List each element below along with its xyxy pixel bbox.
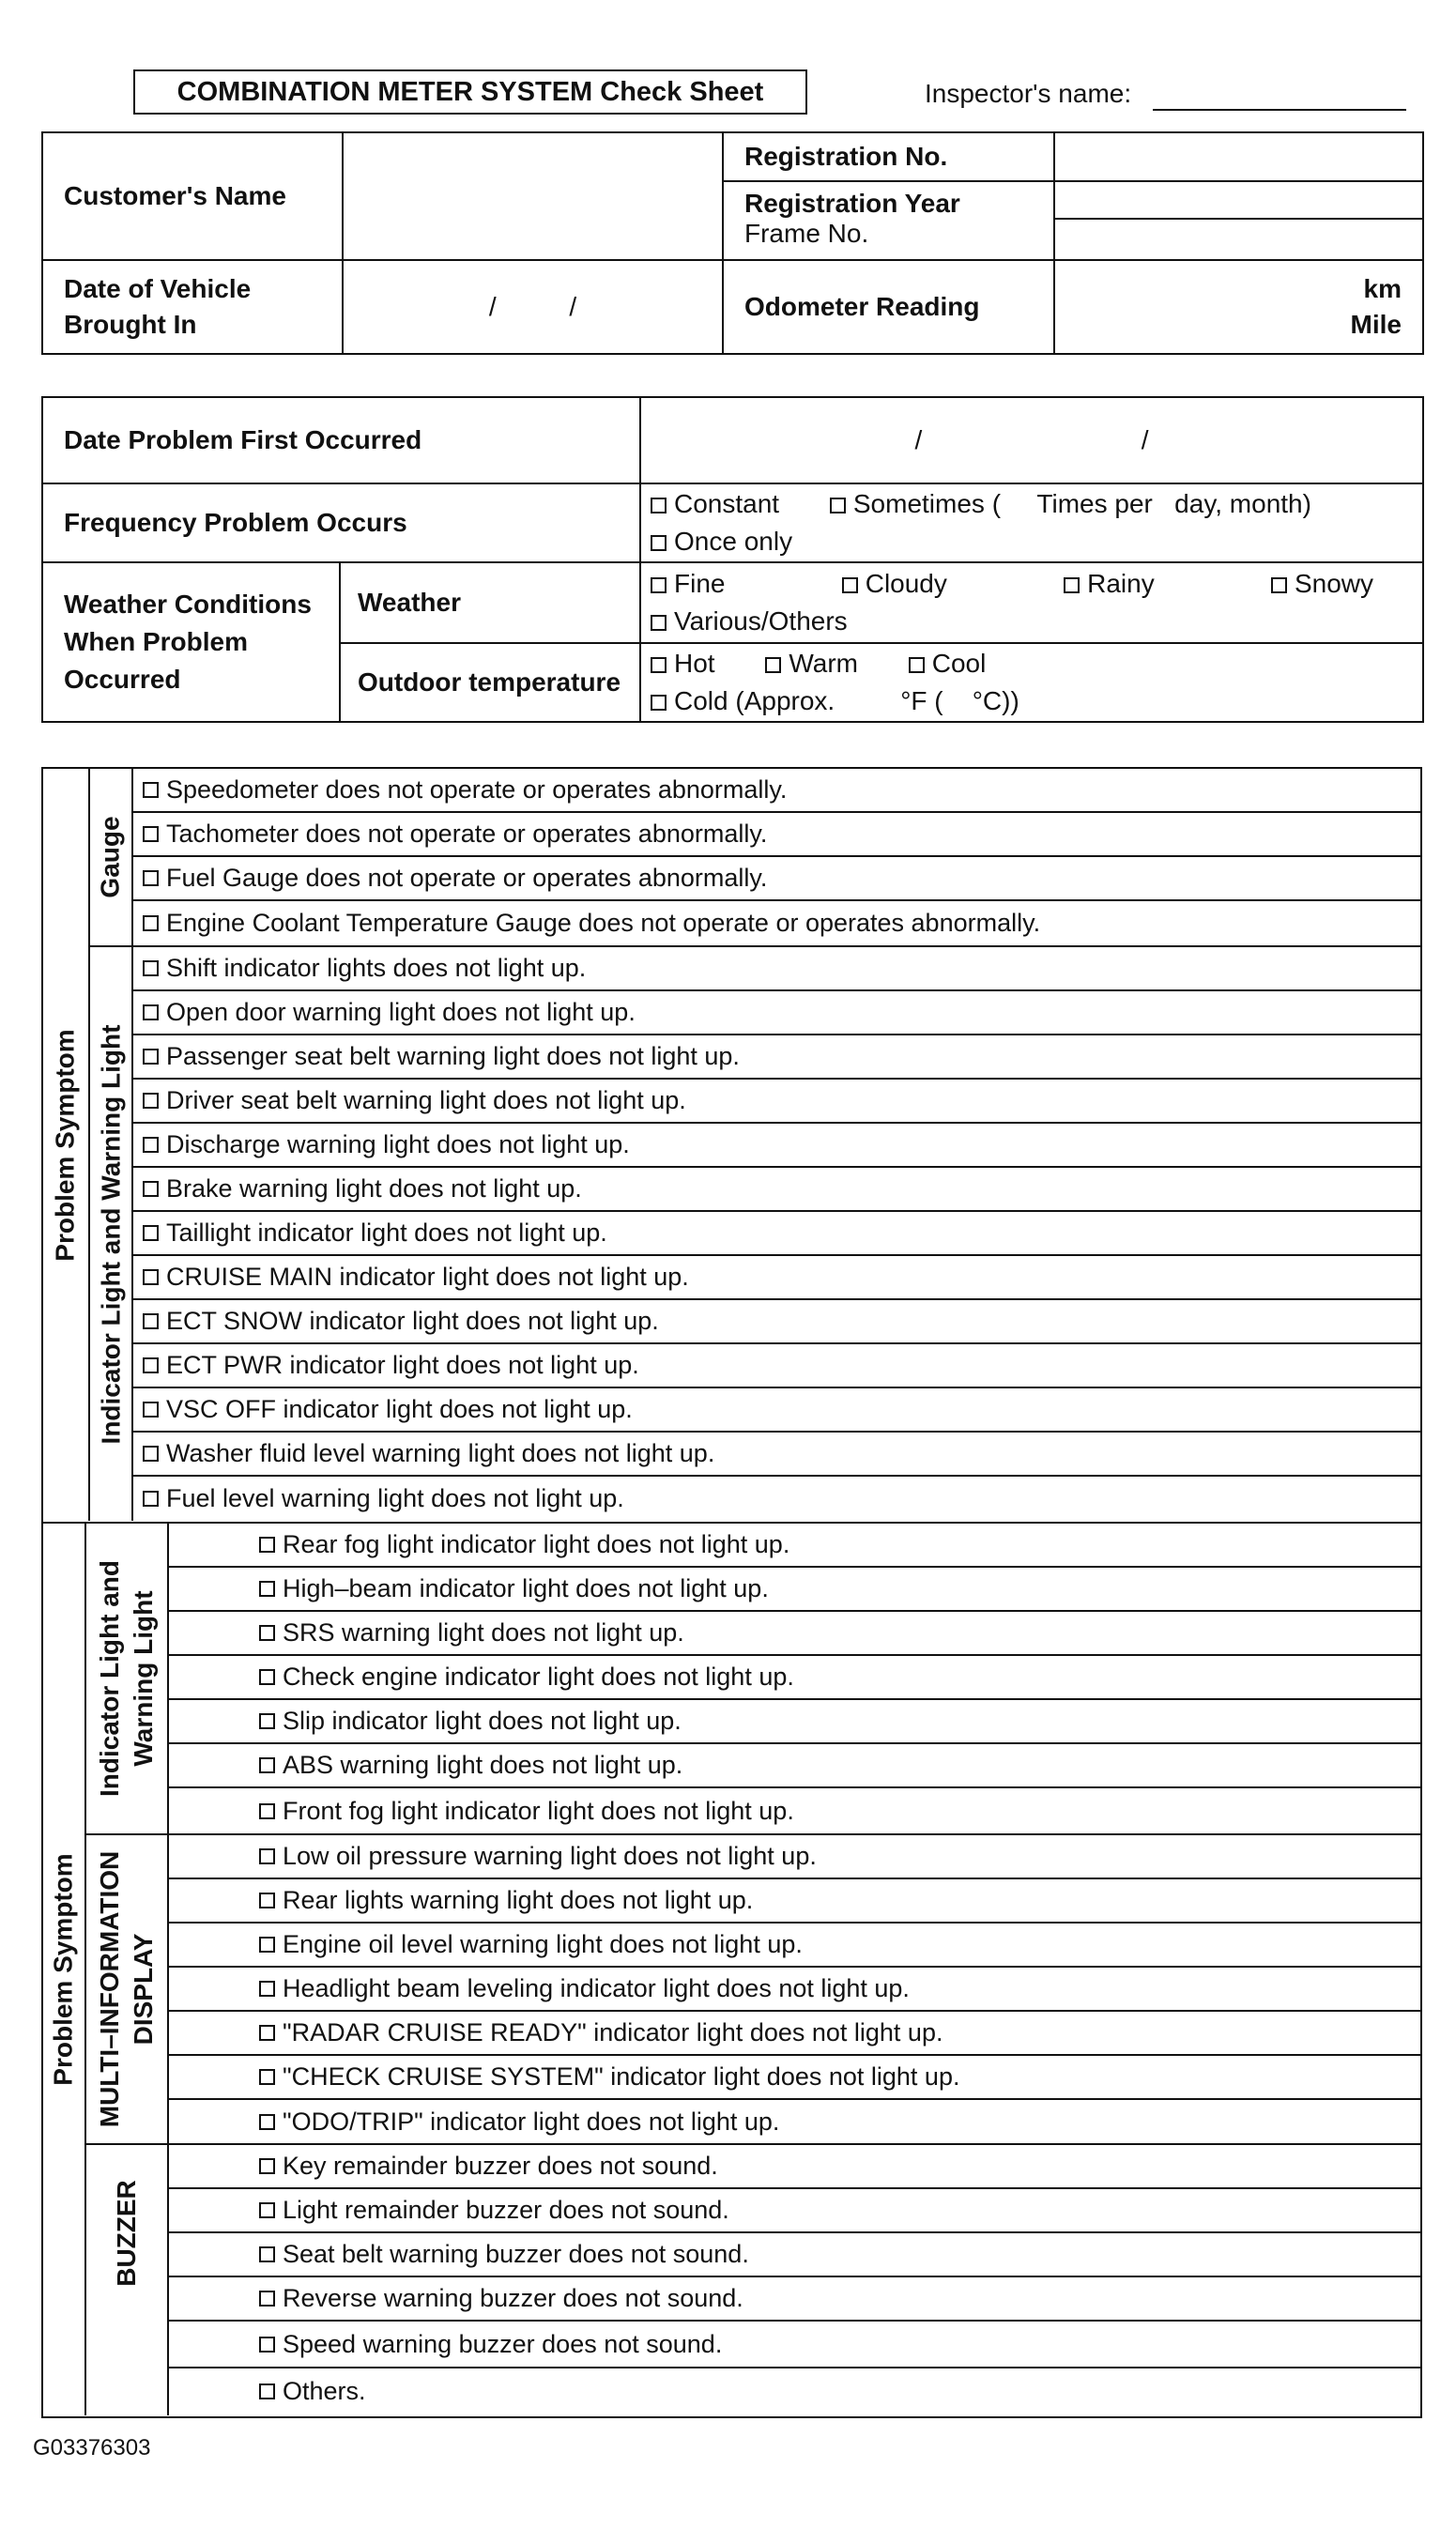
list-item[interactable] <box>169 2322 1420 2368</box>
gauge-group-label <box>90 769 133 947</box>
list-item[interactable] <box>133 1388 1420 1433</box>
symptom-text: Light remainder buzzer does not sound. <box>283 2196 729 2224</box>
symptom-text: Fuel level warning light does not light up. <box>166 1484 624 1512</box>
checkbox-icon <box>143 1093 159 1109</box>
weather-option-various[interactable] <box>651 606 848 636</box>
list-item[interactable] <box>169 2012 1420 2056</box>
list-item[interactable] <box>169 2056 1420 2100</box>
checkbox-icon <box>143 1049 159 1065</box>
frame-no-field[interactable] <box>1054 219 1423 260</box>
temperature-options <box>640 643 1423 722</box>
checkbox-icon <box>143 960 159 976</box>
list-item[interactable] <box>169 1700 1420 1744</box>
list-item[interactable] <box>133 813 1420 857</box>
weather-option-cloudy[interactable] <box>842 565 947 603</box>
frequency-once-text: Once only <box>674 527 793 556</box>
checkbox-icon <box>143 1225 159 1241</box>
multi-information-items <box>169 1835 1420 2145</box>
list-item[interactable] <box>133 1256 1420 1300</box>
symptom-text: Tachometer does not operate or operates abnormally. <box>166 820 768 848</box>
buzzer-items <box>169 2145 1420 2415</box>
group-label-line-2: DISPLAY <box>129 1933 159 2046</box>
registration-year-field[interactable] <box>1054 181 1423 219</box>
indicator-group-label <box>90 947 133 1521</box>
list-item[interactable] <box>133 1035 1420 1080</box>
checkbox-icon <box>259 1625 275 1641</box>
inspector-label: Inspector's name: <box>925 79 1132 108</box>
weather-conditions-label <box>42 562 340 722</box>
indicator-label-text: Indicator Light and Warning Light <box>96 1024 125 1444</box>
symptom-text: Others. <box>283 2376 366 2405</box>
frequency-constant-text: Constant <box>674 489 780 518</box>
temperature-warm-text: Warm <box>789 649 858 678</box>
list-item[interactable] <box>133 991 1420 1035</box>
checkbox-icon <box>259 2069 275 2085</box>
list-item[interactable] <box>133 1168 1420 1212</box>
symptom-text: Key remainder buzzer does not sound. <box>283 2152 718 2180</box>
list-item[interactable] <box>169 1924 1420 1968</box>
checkbox-icon <box>830 498 846 513</box>
symptom-text: "RADAR CRUISE READY" indicator light does not light up. <box>283 2018 943 2046</box>
problem-occurrence-table <box>41 396 1424 723</box>
frequency-sometimes-text: Sometimes ( Times per day, month) <box>852 489 1311 518</box>
checkbox-icon <box>259 2291 275 2307</box>
odometer-label: Odometer Reading <box>723 260 1054 354</box>
checkbox-icon <box>651 615 667 631</box>
checkbox-icon <box>259 1581 275 1597</box>
registration-no-label: Registration No. <box>723 132 1054 181</box>
list-item[interactable] <box>169 1788 1420 1833</box>
weather-fine-text: Fine <box>674 569 726 598</box>
list-item[interactable] <box>133 1300 1420 1344</box>
list-item[interactable] <box>169 2277 1420 2322</box>
checkbox-icon <box>259 1669 275 1685</box>
symptom-text: Speed warning buzzer does not sound. <box>283 2329 723 2358</box>
weather-options <box>640 562 1423 643</box>
temperature-option-warm[interactable] <box>765 645 858 682</box>
list-item[interactable] <box>133 857 1420 901</box>
weather-conditions-line-3: Occurred <box>64 665 181 694</box>
symptom-text: "ODO/TRIP" indicator light does not light up. <box>283 2107 780 2136</box>
checkbox-icon <box>259 1537 275 1553</box>
checkbox-icon <box>143 1357 159 1373</box>
odometer-field[interactable] <box>1054 260 1423 354</box>
weather-label: Weather <box>340 562 640 643</box>
checkbox-icon <box>259 1757 275 1773</box>
checkbox-icon <box>259 2025 275 2041</box>
list-item[interactable] <box>133 1344 1420 1388</box>
symptom-text: Shift indicator lights does not light up. <box>166 954 587 982</box>
checkbox-icon <box>259 2202 275 2218</box>
checkbox-icon <box>143 826 159 842</box>
date-brought-in-label <box>42 260 343 354</box>
frequency-option-once[interactable] <box>651 523 792 560</box>
weather-cloudy-text: Cloudy <box>865 569 947 598</box>
weather-option-fine[interactable] <box>651 565 725 603</box>
symptom-text: Check engine indicator light does not light up. <box>283 1663 794 1691</box>
list-item[interactable] <box>169 1835 1420 1879</box>
list-item[interactable] <box>133 901 1420 945</box>
symptom-text: VSC OFF indicator light does not light up. <box>166 1395 633 1423</box>
symptom-text: Engine oil level warning light does not light up. <box>283 1930 803 1958</box>
sheet-title: COMBINATION METER SYSTEM Check Sheet <box>133 69 807 115</box>
list-item[interactable] <box>169 2189 1420 2233</box>
temperature-cool-text: Cool <box>931 649 987 678</box>
temperature-hot-text: Hot <box>674 649 715 678</box>
list-item[interactable] <box>169 1656 1420 1700</box>
odometer-unit-mile: Mile <box>1350 310 1402 339</box>
checkbox-icon <box>259 1713 275 1729</box>
checkbox-icon <box>259 2337 275 2353</box>
list-item[interactable] <box>133 947 1420 991</box>
symptom-text: Rear lights warning light does not light up. <box>283 1886 754 1914</box>
symptom-section-1 <box>41 767 1422 1524</box>
odometer-unit-km: km <box>1363 274 1402 303</box>
frame-no-text: Frame No. <box>744 219 869 248</box>
symptom-text: Driver seat belt warning light does not light up. <box>166 1086 686 1114</box>
frame-no-label <box>723 219 1054 260</box>
checkbox-icon <box>143 1269 159 1285</box>
symptom-text: SRS warning light does not light up. <box>283 1618 684 1647</box>
indicator-warning-group-label <box>86 1524 169 1835</box>
checkbox-icon <box>259 2158 275 2174</box>
checkbox-icon <box>143 1181 159 1197</box>
frequency-options <box>640 483 1423 562</box>
weather-rainy-text: Rainy <box>1087 569 1155 598</box>
checkbox-icon <box>651 657 667 673</box>
list-item[interactable] <box>133 1080 1420 1124</box>
symptom-text: ABS warning light does not light up. <box>283 1751 683 1779</box>
group-label-line-2: Warning Light <box>129 1590 158 1767</box>
buzzer-label-text: BUZZER <box>112 2180 142 2287</box>
symptom-text: Front fog light indicator light does not light up. <box>283 1796 794 1825</box>
checkbox-icon <box>143 1402 159 1418</box>
checkbox-icon <box>1271 577 1287 593</box>
list-item[interactable] <box>133 1433 1420 1477</box>
list-item[interactable] <box>169 2368 1420 2414</box>
list-item[interactable] <box>169 1744 1420 1788</box>
temperature-cold-text: Cold (Approx. °F ( °C)) <box>674 686 1019 715</box>
date-brought-in-field[interactable]: / / <box>343 260 723 354</box>
checkbox-icon <box>259 1981 275 1997</box>
weather-option-snowy[interactable] <box>1271 565 1373 603</box>
list-item[interactable] <box>169 2233 1420 2277</box>
list-item[interactable] <box>133 1212 1420 1256</box>
multi-information-label-text <box>93 1851 161 2127</box>
checkbox-icon <box>143 1313 159 1329</box>
symptom-text: Open door warning light does not light up. <box>166 998 636 1026</box>
symptom-section-1-label <box>43 769 90 1521</box>
checkbox-icon <box>259 2383 275 2399</box>
checkbox-icon <box>651 498 667 513</box>
temperature-option-hot[interactable] <box>651 645 715 682</box>
list-item[interactable] <box>169 1968 1420 2012</box>
buzzer-group-label <box>86 2145 169 2415</box>
indicator-warning-items <box>169 1524 1420 1835</box>
weather-conditions-line-2: When Problem <box>64 627 249 656</box>
checkbox-icon <box>143 870 159 886</box>
symptom-section-2-label <box>43 1524 86 2415</box>
checkbox-icon <box>259 1803 275 1819</box>
checkbox-icon <box>143 915 159 931</box>
list-item[interactable] <box>169 1612 1420 1656</box>
checkbox-icon <box>651 535 667 551</box>
checkbox-icon <box>143 782 159 798</box>
customer-name-field[interactable] <box>343 132 723 260</box>
list-item[interactable] <box>133 1124 1420 1168</box>
figure-code: G03376303 <box>33 2435 151 2460</box>
symptom-text: ECT SNOW indicator light does not light up. <box>166 1307 659 1335</box>
checkbox-icon <box>1064 577 1080 593</box>
checkbox-icon <box>651 577 667 593</box>
symptom-text: Rear fog light indicator light does not light up. <box>283 1530 790 1558</box>
list-item[interactable] <box>133 769 1420 813</box>
checkbox-icon <box>259 1937 275 1953</box>
checkbox-icon <box>259 1848 275 1864</box>
frequency-option-constant[interactable] <box>651 485 779 523</box>
list-item[interactable] <box>169 2145 1420 2189</box>
symptom-text: Brake warning light does not light up. <box>166 1174 582 1203</box>
symptom-text: Washer fluid level warning light does not light up. <box>166 1439 715 1467</box>
list-item[interactable] <box>169 1879 1420 1924</box>
date-first-occurred-field[interactable]: / / <box>640 397 1423 483</box>
symptom-text: Slip indicator light does not light up. <box>283 1707 682 1735</box>
checkbox-icon <box>259 2114 275 2130</box>
symptom-text: Low oil pressure warning light does not light up. <box>283 1842 817 1870</box>
symptom-text: Headlight beam leveling indicator light does not light up. <box>283 1974 910 2002</box>
checkbox-icon <box>143 1004 159 1020</box>
vehicle-info-table <box>41 131 1424 355</box>
weather-option-rainy[interactable] <box>1064 565 1155 603</box>
registration-year-label: Registration Year <box>723 181 1054 219</box>
outdoor-temperature-label: Outdoor temperature <box>340 643 640 722</box>
symptom-text: Discharge warning light does not light up. <box>166 1130 630 1158</box>
weather-snowy-text: Snowy <box>1294 569 1373 598</box>
indicator-warning-label-text <box>93 1560 161 1797</box>
list-item[interactable] <box>169 1524 1420 1568</box>
problem-symptom-label-2: Problem Symptom <box>49 1853 79 2086</box>
group-label-line-1: Indicator Light and <box>95 1560 124 1797</box>
group-label-line-1: MULTI–INFORMATION <box>95 1850 125 2128</box>
symptom-text: Reverse warning buzzer does not sound. <box>283 2284 743 2312</box>
symptom-text: High–beam indicator light does not light up. <box>283 1574 769 1602</box>
weather-conditions-line-1: Weather Conditions <box>64 590 312 619</box>
list-item[interactable] <box>169 2100 1420 2143</box>
list-item[interactable] <box>133 1477 1420 1521</box>
checkbox-icon <box>143 1446 159 1462</box>
frequency-option-sometimes[interactable] <box>830 485 1311 523</box>
temperature-option-cold[interactable] <box>651 686 1019 715</box>
symptom-text: Passenger seat belt warning light does not light up. <box>166 1042 740 1070</box>
registration-no-field[interactable] <box>1054 132 1423 181</box>
multi-information-group-label <box>86 1835 169 2145</box>
gauge-label-text: Gauge <box>96 816 126 898</box>
symptom-text: CRUISE MAIN indicator light does not light up. <box>166 1263 689 1291</box>
symptom-text: Taillight indicator light does not light up. <box>166 1219 607 1247</box>
gauge-items <box>133 769 1420 947</box>
problem-symptom-label: Problem Symptom <box>51 1028 81 1262</box>
symptom-section-2 <box>41 1524 1422 2418</box>
checkbox-icon <box>765 657 781 673</box>
checkbox-icon <box>259 1893 275 1908</box>
date-first-occurred-label: Date Problem First Occurred <box>42 397 640 483</box>
checkbox-icon <box>143 1491 159 1507</box>
customer-name-label: Customer's Name <box>42 132 343 260</box>
list-item[interactable] <box>169 1568 1420 1612</box>
checkbox-icon <box>651 695 667 711</box>
checkbox-icon <box>259 2246 275 2262</box>
symptom-text: ECT PWR indicator light does not light up. <box>166 1351 639 1379</box>
symptom-text: "CHECK CRUISE SYSTEM" indicator light does not light up. <box>283 2062 960 2091</box>
checkbox-icon <box>143 1137 159 1153</box>
symptom-text: Speedometer does not operate or operates abnormally. <box>166 775 788 804</box>
checkbox-icon <box>909 657 925 673</box>
symptom-text: Seat belt warning buzzer does not sound. <box>283 2240 749 2268</box>
temperature-option-cool[interactable] <box>909 645 987 682</box>
indicator-items <box>133 947 1420 1521</box>
weather-various-text: Various/Others <box>674 606 848 636</box>
date-brought-in-line-2: Brought In <box>64 310 197 339</box>
date-brought-in-line-1: Date of Vehicle <box>64 274 252 303</box>
checkbox-icon <box>842 577 858 593</box>
frequency-label: Frequency Problem Occurs <box>42 483 640 562</box>
inspector-name-line[interactable] <box>1153 109 1406 111</box>
symptom-text: Engine Coolant Temperature Gauge does not operate or operates abnormally. <box>166 909 1041 937</box>
symptom-text: Fuel Gauge does not operate or operates abnormally. <box>166 864 768 892</box>
